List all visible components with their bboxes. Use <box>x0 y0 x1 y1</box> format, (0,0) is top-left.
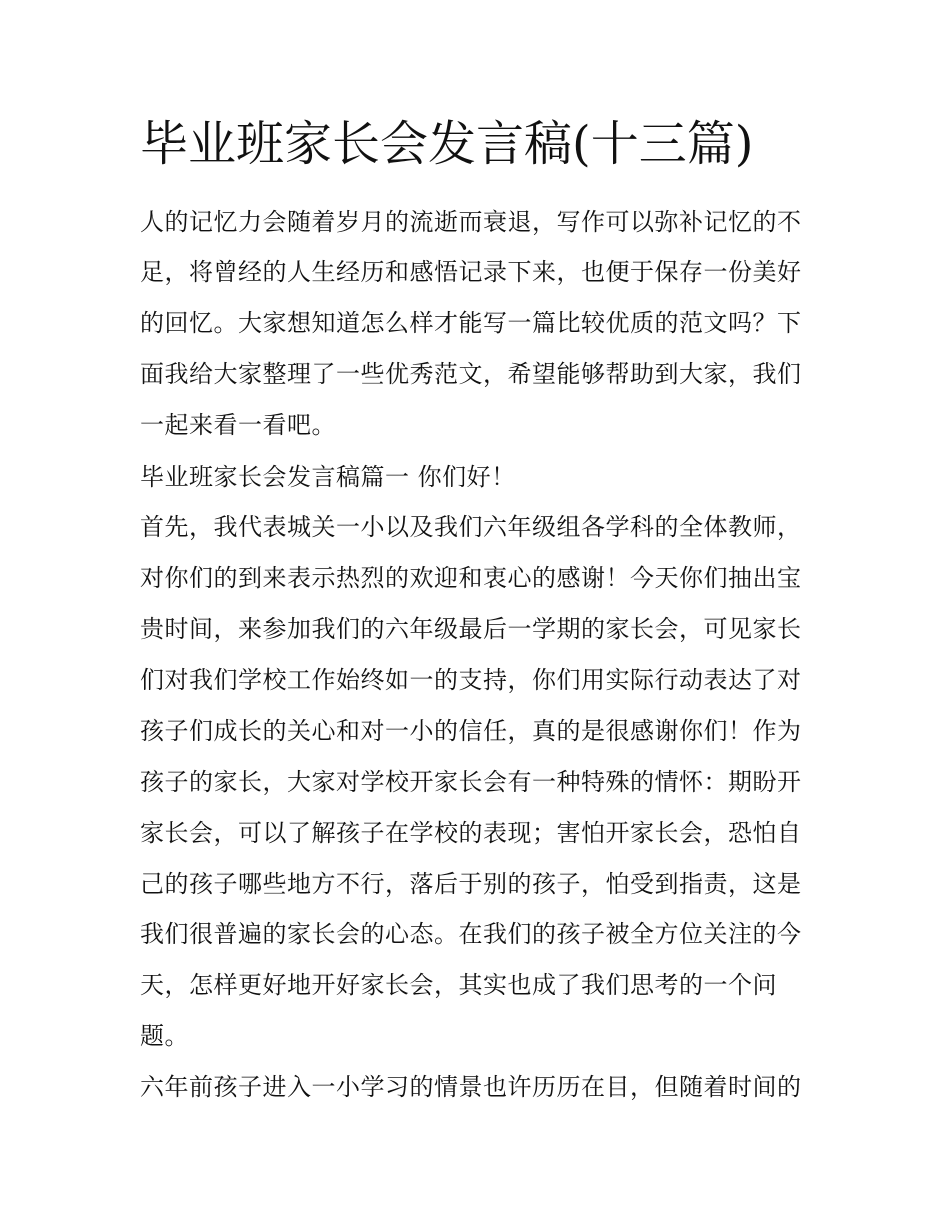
body-line-6: 孩子的家长，大家对学校开家长会有一种特殊的情怀：期盼开 <box>140 768 802 796</box>
body-line-1: 首先，我代表城关一小以及我们六年级组各学科的全体教师， <box>140 513 802 541</box>
body-line-11: 题。 <box>140 1022 189 1050</box>
body-line-9: 我们很普遍的家长会的心态。在我们的孩子被全方位关注的今 <box>140 920 802 948</box>
body-line-2: 对你们的到来表示热烈的欢迎和衷心的感谢！今天你们抽出宝 <box>140 564 802 592</box>
body-line-12: 六年前孩子进入一小学习的情景也许历历在目，但随着时间的 <box>140 1073 802 1101</box>
body-line-7: 家长会，可以了解孩子在学校的表现；害怕开家长会，恐怕自 <box>140 819 802 847</box>
document-title: 毕业班家长会发言稿(十三篇) <box>140 116 754 172</box>
body-line-10: 天，怎样更好地开好家长会，其实也成了我们思考的一个问 <box>140 971 777 999</box>
body-line-5: 孩子们成长的关心和对一小的信任，真的是很感谢你们！作为 <box>140 717 802 745</box>
section-heading: 毕业班家长会发言稿篇一 你们好！ <box>140 463 516 491</box>
body-line-4: 们对我们学校工作始终如一的支持，你们用实际行动表达了对 <box>140 666 802 694</box>
intro-line-3: 的回忆。大家想知道怎么样才能写一篇比较优质的范文吗？下 <box>140 309 802 337</box>
intro-line-2: 足，将曾经的人生经历和感悟记录下来，也便于保存一份美好 <box>140 258 802 286</box>
body-line-8: 己的孩子哪些地方不行，落后于别的孩子，怕受到指责，这是 <box>140 870 802 898</box>
intro-line-1: 人的记忆力会随着岁月的流逝而衰退，写作可以弥补记忆的不 <box>140 208 802 236</box>
intro-line-5: 一起来看一看吧。 <box>140 411 336 439</box>
intro-line-4: 面我给大家整理了一些优秀范文，希望能够帮助到大家，我们 <box>140 360 802 388</box>
body-line-3: 贵时间，来参加我们的六年级最后一学期的家长会，可见家长 <box>140 615 802 643</box>
